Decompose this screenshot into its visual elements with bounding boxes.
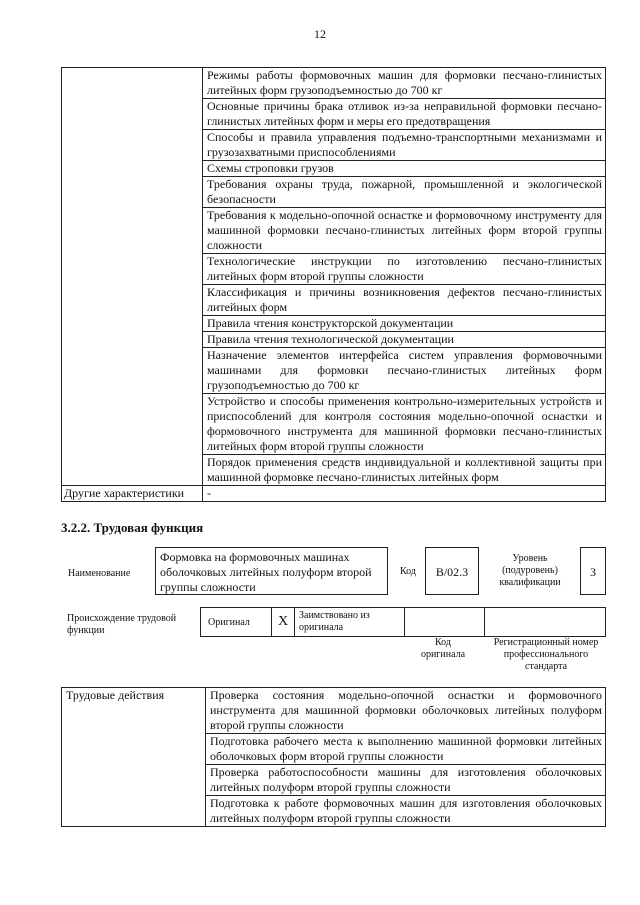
knowledge-item: Правила чтения технологической документации xyxy=(203,332,606,348)
code-box: B/02.3 xyxy=(425,547,479,595)
page-number: 12 xyxy=(314,27,326,41)
origin-label: Происхождение трудовой функции xyxy=(67,613,177,636)
knowledge-item: Требования охраны труда, пожарной, промышленной и экологической безопасности xyxy=(203,177,606,208)
knowledge-item: Технологические инструкции по изготовлению песчано-глинистых литейных форм второй группы сложности xyxy=(203,254,606,285)
action-item: Проверка состояния модельно-опочной оснастки и формовочного инструмента для машинной формовки оболочковых литейных полуформ второй группы сложности xyxy=(206,688,606,734)
code-label: Код xyxy=(400,566,416,577)
table-row xyxy=(62,68,606,99)
actions-label: Трудовые действия xyxy=(62,688,206,827)
action-item: Подготовка к работе формовочных машин для изготовления оболочковых литейных полуформ второй группы сложности xyxy=(206,796,606,827)
knowledge-item: Основные причины брака отливок из-за неправильной формовки песчано-глинистых литейных форм и меры его предотвращения xyxy=(203,99,606,130)
actions-table xyxy=(61,687,606,827)
knowledge-label-cell xyxy=(62,68,203,486)
reg-number-label: Регистрационный номер профессионального стандарта xyxy=(493,637,599,672)
original-mark: X xyxy=(272,608,295,636)
action-item: Проверка работоспособности машины для изготовления оболочковых литейных полуформ второй группы сложности xyxy=(206,765,606,796)
knowledge-item: Порядок применения средств индивидуальной и коллективной защиты при машинной формовке песчано-глинистых литейных форм xyxy=(203,455,606,486)
borrowed-cell xyxy=(295,608,405,636)
level-box: 3 xyxy=(580,547,606,595)
other-characteristics-value: - xyxy=(203,486,606,502)
other-characteristics-label: Другие характеристики xyxy=(62,486,203,502)
knowledge-item: Устройство и способы применения контрольно-измерительных устройств и приспособлений для контроля состояния модельно-опочной оснастки и формовочного инструмента для машинной формовки песчано-глинистых литейных форм второй группы сложности xyxy=(203,394,606,455)
knowledge-item: Способы и правила управления подъемно-транспортными механизмами и грузозахватными приспособлениями xyxy=(203,130,606,161)
knowledge-item: Требования к модельно-опочной оснастке и формовочному инструменту для машинной формовки песчано-глинистых литейных форм второй группы сложности xyxy=(203,208,606,254)
knowledge-table xyxy=(61,67,606,502)
knowledge-item: Правила чтения конструкторской документации xyxy=(203,316,606,332)
action-item: Подготовка рабочего места к выполнению машинной формовки литейных оболочковых форм второй группы сложности xyxy=(206,734,606,765)
borrowed-label: Заимствовано из оригинала xyxy=(299,610,370,633)
table-row xyxy=(62,688,606,734)
knowledge-item: Схемы строповки грузов xyxy=(203,161,606,177)
level-label: Уровень (подуровень) квалификации xyxy=(499,553,561,588)
knowledge-item: Режимы работы формовочных машин для формовки песчано-глинистых литейных форм грузоподъемностью до 700 кг xyxy=(203,68,606,99)
origin-row xyxy=(200,607,606,637)
knowledge-item: Назначение элементов интерфейса систем управления формовочными машинами для формовки песчано-глинистых литейных форм грузоподъемностью до 700 кг xyxy=(203,348,606,394)
knowledge-item: Классификация и причины возникновения дефектов песчано-глинистых литейных форм xyxy=(203,285,606,316)
section-heading: 3.2.2. Трудовая функция xyxy=(61,520,204,535)
original-cell xyxy=(201,608,272,636)
code-original-cell xyxy=(405,608,485,636)
code-original-label: Код оригинала xyxy=(420,637,466,660)
table-row xyxy=(62,486,606,502)
original-label: Оригинал xyxy=(208,617,250,628)
name-label: Наименование xyxy=(68,568,131,579)
function-name-box: Формовка на формовочных машинах оболочковых литейных полуформ второй группы сложности xyxy=(155,547,388,595)
